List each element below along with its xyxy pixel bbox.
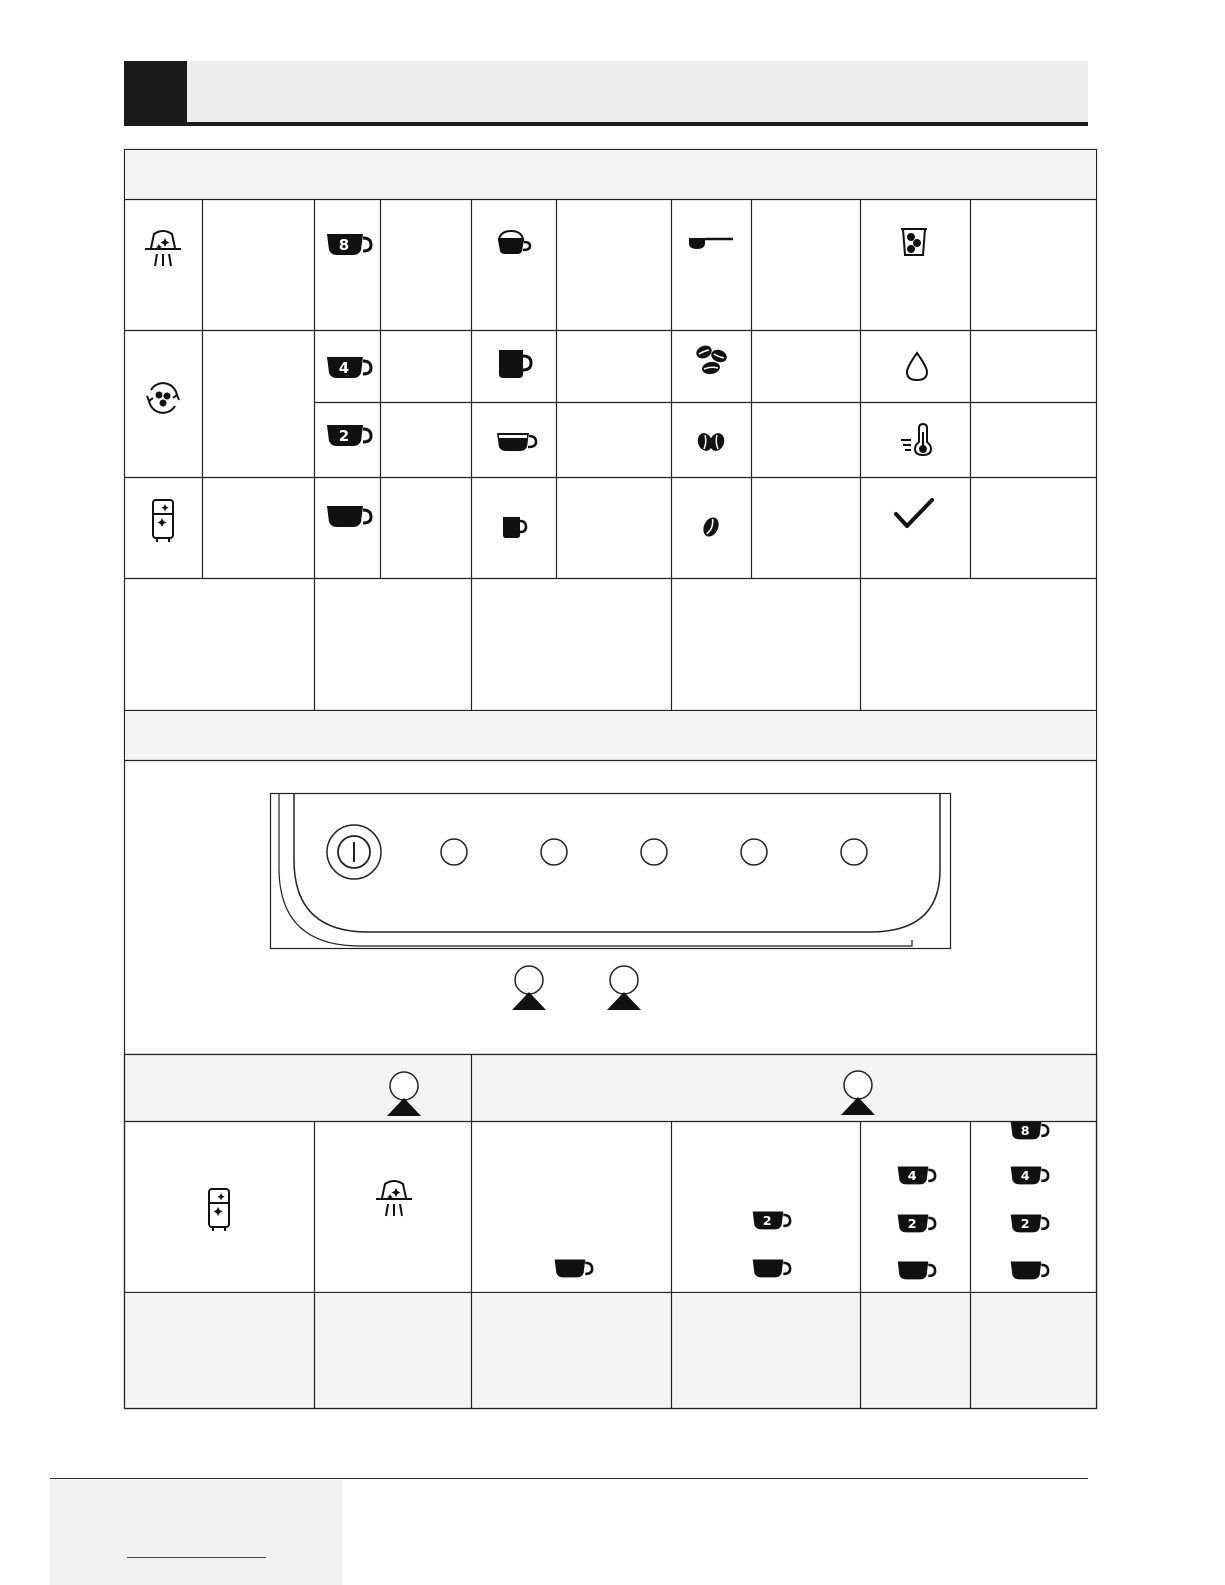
- footer-box: [50, 1480, 342, 1585]
- footer-link-underline[interactable]: [127, 1557, 266, 1558]
- svg-text:8: 8: [1020, 1124, 1030, 1140]
- cup-number-4: 4: [338, 359, 350, 377]
- svg-text:2: 2: [1020, 1217, 1030, 1233]
- cup-number-8: 8: [338, 236, 350, 254]
- svg-text:2: 2: [762, 1214, 772, 1230]
- svg-text:4: 4: [907, 1169, 917, 1185]
- cup-number-2: 2: [338, 427, 350, 445]
- svg-text:4: 4: [1020, 1169, 1030, 1185]
- control-panel-illustration: [271, 794, 951, 1011]
- footer-rule: [50, 1478, 1088, 1479]
- svg-text:2: 2: [907, 1217, 917, 1233]
